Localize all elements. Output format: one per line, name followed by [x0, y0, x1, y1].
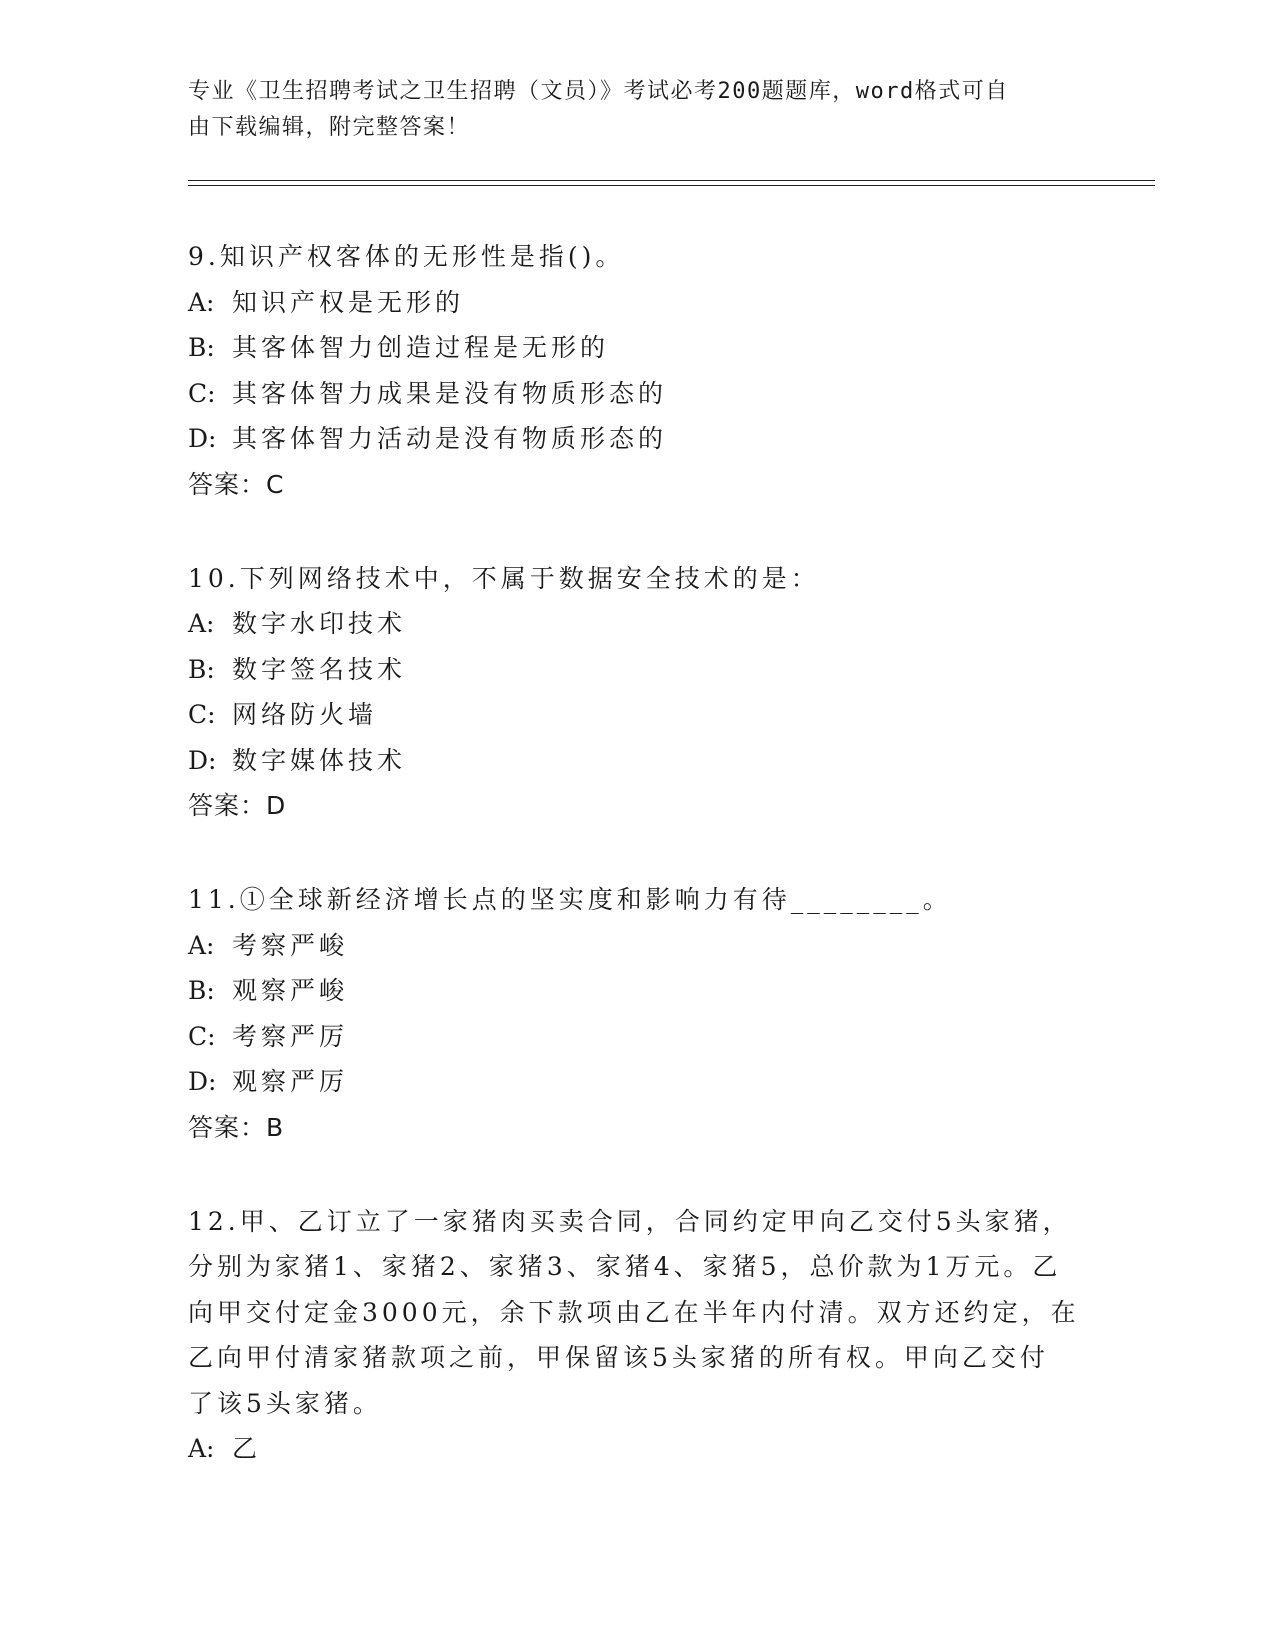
option-c: [188, 1014, 1088, 1060]
question-11: [188, 877, 1088, 1151]
question-stem: 9.知识产权客体的无形性是指()。: [188, 242, 625, 271]
document-header: [188, 74, 1068, 146]
option-d: [188, 416, 1088, 462]
option-key: B:: [188, 976, 215, 1005]
option-text: 数字水印技术: [232, 609, 407, 638]
question-stem: 11.①全球新经济增长点的坚实度和影响力有待________。: [188, 885, 952, 914]
option-a: [188, 923, 1088, 969]
question-stem-line: 乙向甲付清家猪款项之前，甲保留该5头家猪的所有权。甲向乙交付: [188, 1343, 1049, 1372]
question-stem-line: 了该5头家猪。: [188, 1388, 382, 1418]
option-c: [188, 692, 1088, 738]
option-key: C:: [188, 700, 216, 729]
option-text: 考察严厉: [232, 1021, 349, 1051]
option-text: 其客体智力成果是没有物质形态的: [232, 378, 668, 408]
answer-line: 答案：D: [188, 791, 287, 820]
option-key: D:: [188, 1067, 217, 1096]
option-key: A:: [188, 930, 215, 960]
option-key: C:: [188, 1021, 216, 1051]
answer-line: 答案：C: [188, 469, 285, 499]
option-d: [188, 1059, 1088, 1105]
option-key: D:: [188, 745, 217, 775]
question-10: [188, 556, 1088, 830]
option-key: B:: [188, 333, 215, 362]
option-a: [188, 280, 1088, 326]
option-b: [188, 325, 1088, 371]
option-key: A:: [188, 287, 215, 317]
option-text: 乙: [232, 1434, 262, 1463]
option-text: 知识产权是无形的: [232, 287, 465, 317]
header-line-1: 专业《卫生招聘考试之卫生招聘（文员）》考试必考200题题库，word格式可自: [188, 79, 1009, 104]
question-stem: 10.下列网络技术中，不属于数据安全技术的是：: [188, 563, 820, 593]
option-key: A:: [188, 1434, 215, 1463]
option-text: 数字签名技术: [232, 654, 407, 684]
question-stem-line: 分别为家猪1、家猪2、家猪3、家猪4、家猪5，总价款为1万元。乙: [188, 1252, 1062, 1281]
option-key: C:: [188, 378, 216, 408]
header-rule-top: [188, 180, 1155, 181]
question-stem-line: 12.甲、乙订立了一家猪肉买卖合同，合同约定甲向乙交付5头家猪，: [188, 1206, 1072, 1236]
option-b: [188, 647, 1088, 693]
option-text: 其客体智力活动是没有物质形态的: [232, 424, 668, 453]
header-rule-bottom: [188, 185, 1155, 186]
answer-line: 答案：B: [188, 1112, 285, 1142]
header-line-2: 由下载编辑，附完整答案！: [188, 115, 471, 140]
question-list: [188, 234, 1088, 1520]
option-text: 考察严峻: [232, 930, 349, 960]
question-12: [188, 1199, 1088, 1472]
question-9: [188, 234, 1088, 508]
option-key: A:: [188, 609, 215, 638]
option-c: [188, 371, 1088, 417]
option-d: [188, 738, 1088, 784]
option-a: [188, 601, 1088, 647]
option-key: B:: [188, 654, 215, 684]
option-key: D:: [188, 424, 217, 453]
option-text: 观察严峻: [232, 976, 349, 1005]
question-stem-line: 向甲交付定金3000元，余下款项由乙在半年内付清。双方还约定，在: [188, 1297, 1080, 1327]
option-text: 数字媒体技术: [232, 745, 407, 775]
option-text: 网络防火墙: [232, 700, 378, 729]
option-a: [188, 1426, 1088, 1472]
option-text: 观察严厉: [232, 1067, 349, 1096]
option-text: 其客体智力创造过程是无形的: [232, 333, 610, 362]
option-b: [188, 968, 1088, 1014]
